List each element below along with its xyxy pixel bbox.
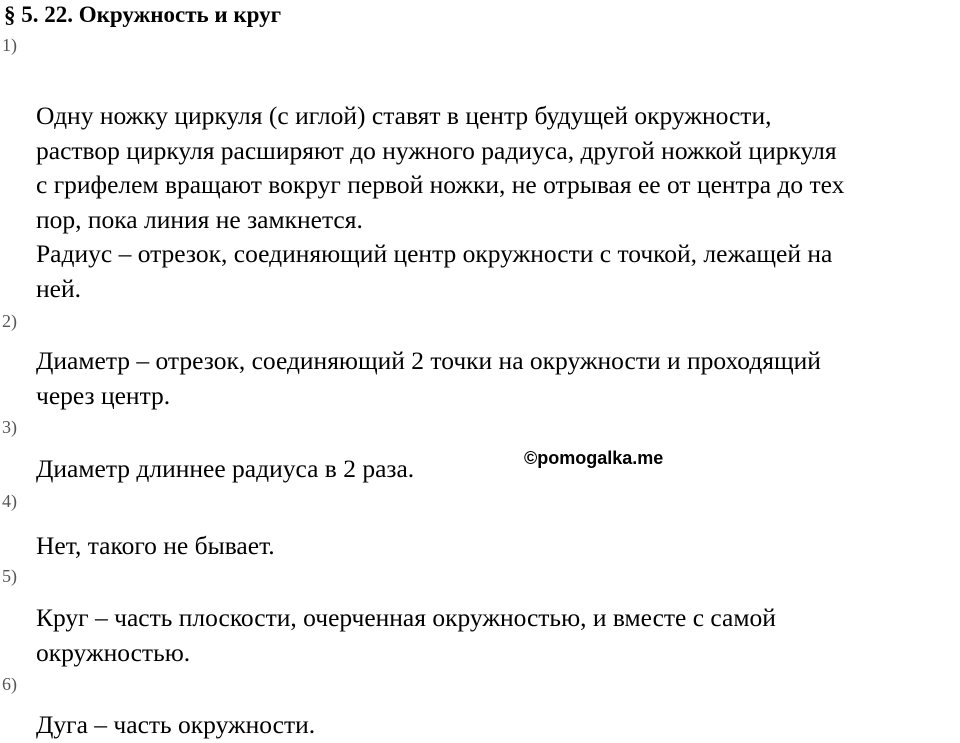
- item-number-3: 3): [2, 417, 17, 437]
- item-number-4: 4): [2, 491, 17, 511]
- text-line: Нет, такого не бывает.: [36, 531, 275, 560]
- text-line: раствор циркуля расширяют до нужного радиуса, другой ножкой циркуля: [36, 135, 837, 165]
- text-line: Радиус – отрезок, соединяющий центр окружности с точкой, лежащей на: [36, 239, 833, 268]
- item-number-6: 6): [2, 674, 17, 694]
- item-number-5: 5): [2, 566, 17, 586]
- answer-paragraph-2: [36, 344, 956, 413]
- item-number-1: 1): [2, 35, 17, 55]
- text-line: Диаметр длиннее радиуса в 2 раза.: [36, 454, 415, 483]
- text-line: окружностью.: [36, 637, 191, 667]
- text-line: с грифелем вращают вокруг первой ножки, не отрывая ее от центра до тех: [36, 170, 845, 199]
- text-line: ней.: [36, 273, 81, 303]
- text-line: Круг – часть плоскости, очерченная окружностью, и вместе с самой: [36, 603, 776, 632]
- text-line: Диаметр – отрезок, соединяющий 2 точки на окружности и проходящий: [36, 346, 821, 375]
- answer-paragraph-3: [36, 452, 956, 487]
- answer-paragraph-4: [36, 529, 956, 564]
- item-number-2: 2): [2, 311, 17, 331]
- answer-paragraph-5: [36, 601, 956, 670]
- text-line: через центр.: [36, 380, 171, 410]
- page-title: § 5. 22. Окружность и круг: [4, 2, 282, 27]
- answer-paragraph-6: [36, 708, 956, 743]
- answer-paragraph-1: [36, 99, 956, 306]
- text-line: Дуга – часть окружности.: [36, 710, 316, 739]
- text-line: Одну ножку циркуля (с иглой) ставят в центр будущей окружности,: [36, 101, 772, 130]
- text-line: пор, пока линия не замкнется.: [36, 204, 363, 234]
- watermark: ©pomogalka.me: [524, 448, 664, 468]
